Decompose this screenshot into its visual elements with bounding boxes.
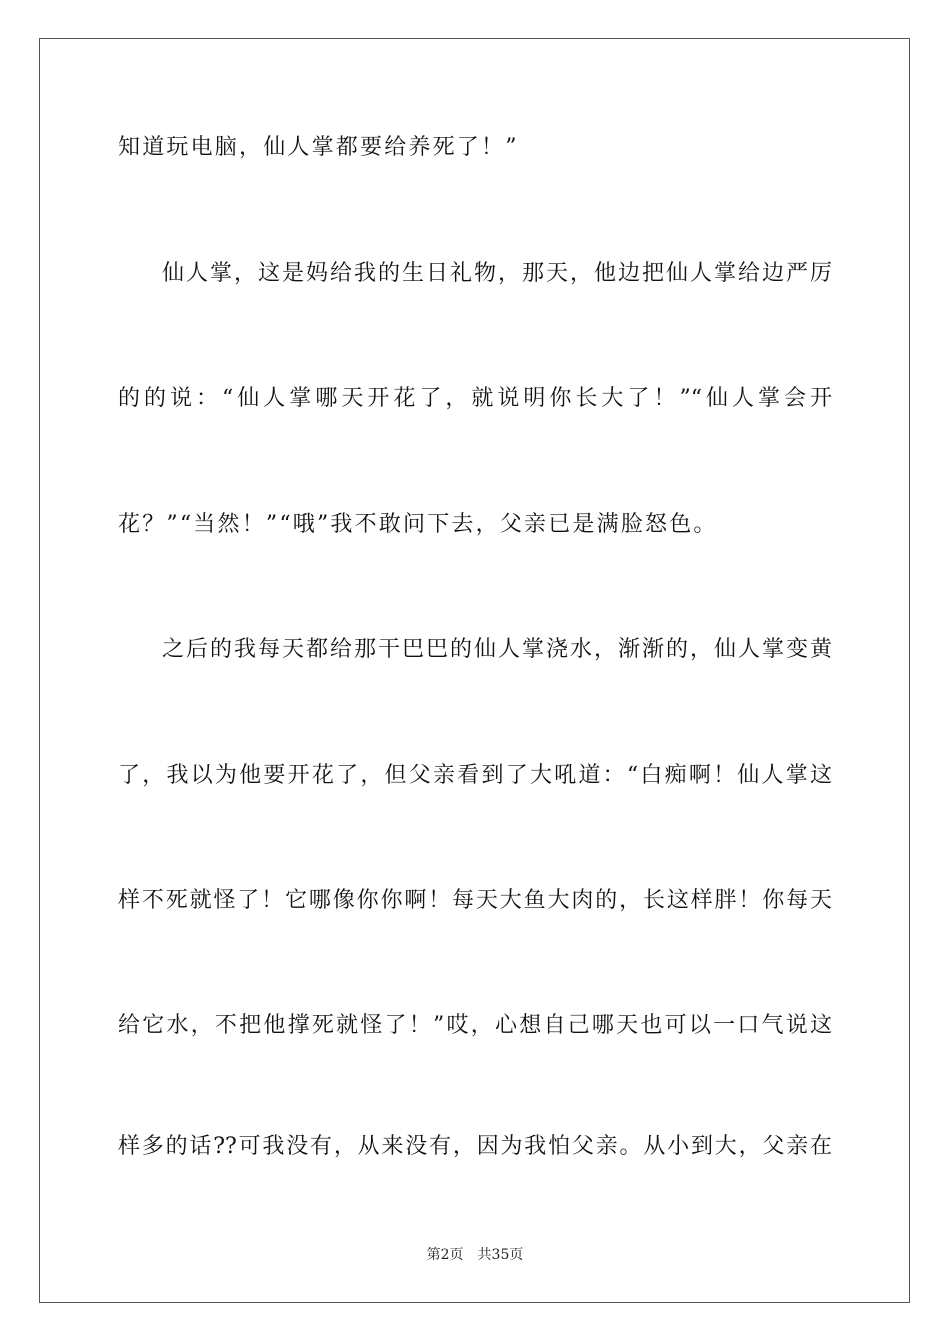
page-border <box>39 38 910 1303</box>
page-footer <box>0 1245 950 1265</box>
paragraph-1-line-3: 花？”“当然！”“哦”我不敢问下去，父亲已是满脸怒色。 <box>118 512 718 537</box>
paragraph-2-line-4: 给它水，不把他撑死就怪了！”哎，心想自己哪天也可以一口气说这 <box>118 1013 832 1038</box>
paragraph-2-line-3: 样不死就怪了！它哪像你你啊！每天大鱼大肉的，长这样胖！你每天 <box>118 888 832 913</box>
paragraph-2-line-1: 之后的我每天都给那干巴巴的仙人掌浇水，渐渐的，仙人掌变黄 <box>162 637 832 662</box>
page-total: 共35页 <box>477 1247 524 1263</box>
paragraph-1-line-2: 的的说：“仙人掌哪天开花了，就说明你长大了！”“仙人掌会开 <box>118 386 832 411</box>
paragraph-2-line-5: 样多的话??可我没有，从来没有，因为我怕父亲。从小到大，父亲在 <box>118 1134 832 1159</box>
page-number: 第2页 <box>426 1247 464 1263</box>
paragraph-1-line-1: 仙人掌，这是妈给我的生日礼物，那天，他边把仙人掌给边严厉 <box>162 261 832 286</box>
paragraph-2-line-2: 了，我以为他要开花了，但父亲看到了大吼道：“白痴啊！仙人掌这 <box>118 763 832 788</box>
text-line-1: 知道玩电脑，仙人掌都要给养死了！” <box>118 135 519 160</box>
